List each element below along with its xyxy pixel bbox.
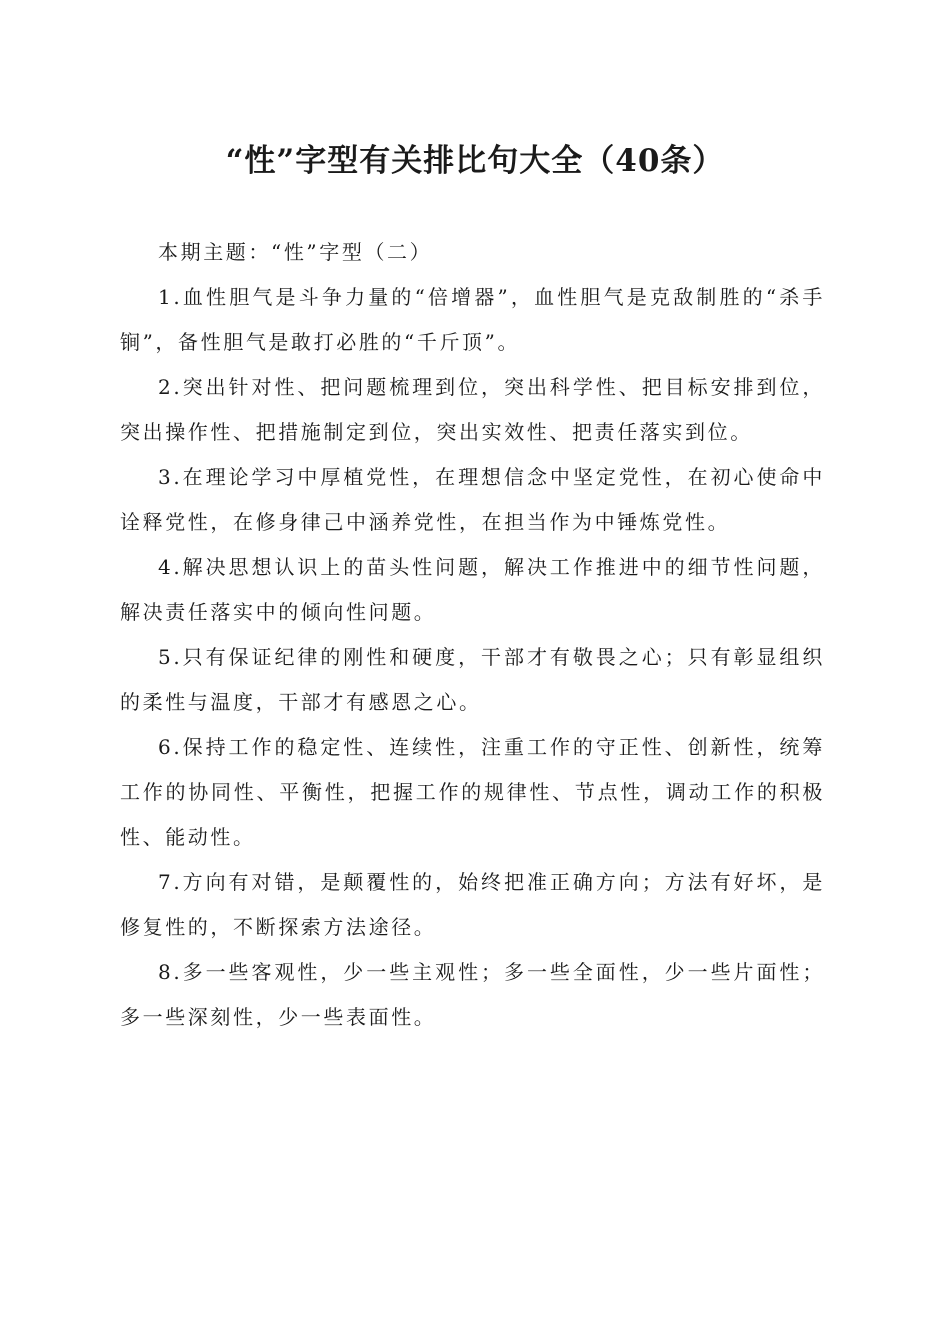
list-item-7: 7.方向有对错，是颠覆性的，始终把准正确方向；方法有好坏，是修复性的，不断探索方法途径。 [120,870,825,939]
theme-line: 本期主题：“性”字型（二） [158,240,433,264]
list-item-8: 8.多一些客观性，少一些主观性；多一些全面性，少一些片面性；多一些深刻性，少一些表面性。 [120,960,825,1029]
list-item-2: 2.突出针对性、把问题梳理到位，突出科学性、把目标安排到位，突出操作性、把措施制定到位，突出实效性、把责任落实到位。 [120,375,825,444]
list-item-4: 4.解决思想认识上的苗头性问题，解决工作推进中的细节性问题，解决责任落实中的倾向性问题。 [120,555,825,624]
document-title: “性”字型有关排比句大全（40条） [225,143,725,179]
list-item-6: 6.保持工作的稳定性、连续性，注重工作的守正性、创新性，统筹工作的协同性、平衡性，把握工作的规律性、节点性，调动工作的积极性、能动性。 [120,735,825,849]
list-item-3: 3.在理论学习中厚植党性，在理想信念中坚定党性，在初心使命中诠释党性，在修身律己中涵养党性，在担当作为中锤炼党性。 [120,465,825,534]
list-item-5: 5.只有保证纪律的刚性和硬度，干部才有敬畏之心；只有彰显组织的柔性与温度，干部才有感恩之心。 [120,645,825,714]
list-item-1: 1.血性胆气是斗争力量的“倍增器”，血性胆气是克敌制胜的“杀手锏”，备性胆气是敢打必胜的“千斤顶”。 [120,285,825,354]
document-body [120,230,825,1040]
